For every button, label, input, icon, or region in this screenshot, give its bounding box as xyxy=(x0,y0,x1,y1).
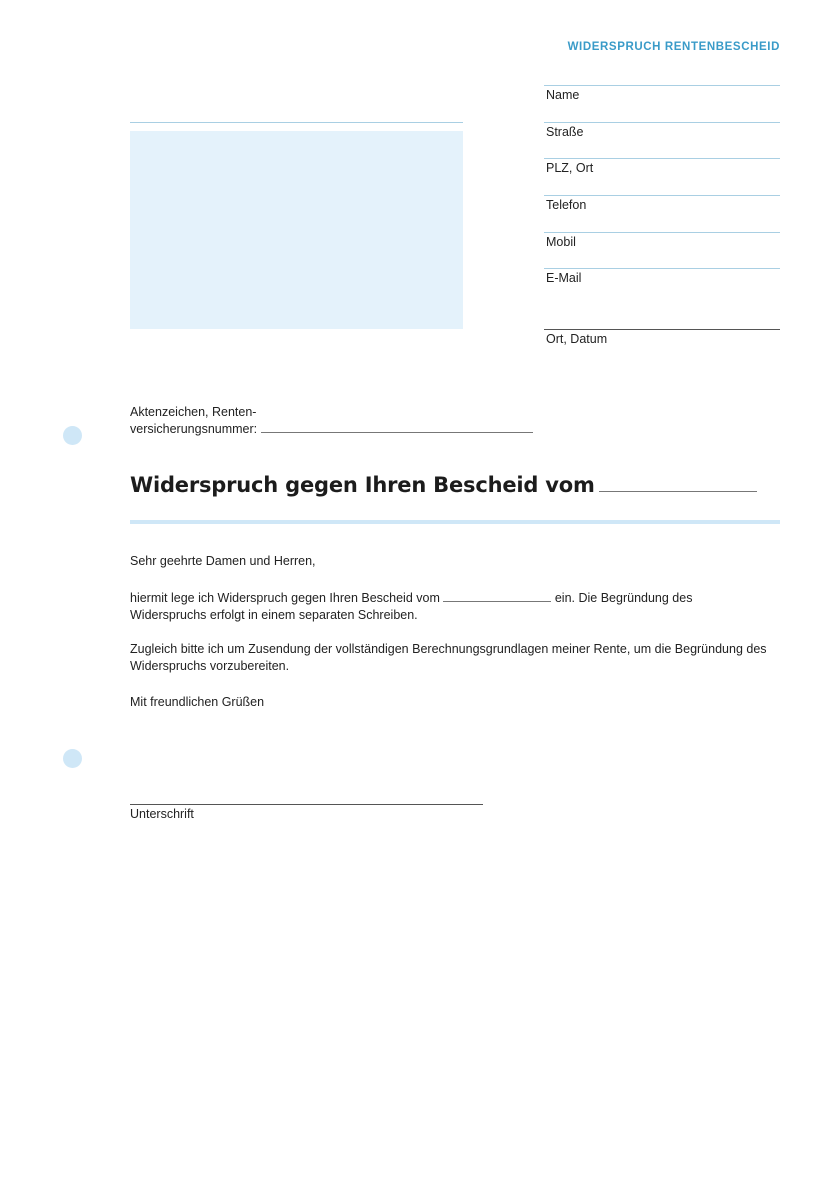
recipient-address-box[interactable] xyxy=(130,131,463,329)
salutation: Sehr geehrte Damen und Herren, xyxy=(130,554,316,568)
punch-hole-mark-upper xyxy=(63,426,82,445)
sender-email-field[interactable] xyxy=(544,268,780,304)
signature-line[interactable] xyxy=(130,804,483,805)
sender-email-label: E-Mail xyxy=(546,271,582,285)
title-date-blank[interactable] xyxy=(599,477,757,492)
letter-title xyxy=(130,473,757,497)
sender-mobile-label: Mobil xyxy=(546,235,576,249)
punch-hole-mark-lower xyxy=(63,749,82,768)
sender-city-field[interactable] xyxy=(544,158,780,194)
paragraph-1-before: hiermit lege ich Widerspruch gegen Ihren Bescheid vom xyxy=(130,591,440,605)
sender-name-label: Name xyxy=(546,88,580,102)
sender-street-field[interactable] xyxy=(544,122,780,158)
title-divider xyxy=(130,520,780,524)
reference-block xyxy=(130,404,533,438)
paragraph-1 xyxy=(130,590,770,624)
bescheid-date-blank[interactable] xyxy=(443,590,551,602)
reference-number-blank[interactable] xyxy=(261,421,533,433)
reference-label-line1: Aktenzeichen, Renten- xyxy=(130,405,257,419)
sender-city-label: PLZ, Ort xyxy=(546,161,594,175)
date-line[interactable] xyxy=(544,329,780,330)
paragraph-2: Zugleich bitte ich um Zusendung der vollständigen Berechnungsgrundlagen meiner Rente, um die Begründung des Widerspruchs vorzubereiten. xyxy=(130,642,767,673)
sender-phone-label: Telefon xyxy=(546,198,587,212)
sender-phone-field[interactable] xyxy=(544,195,780,231)
document-header-tag: WIDERSPRUCH RENTENBESCHEID xyxy=(567,41,780,53)
paragraph-1-after: ein. Die Begründung des Widerspruchs erfolgt in einem separaten Schreiben. xyxy=(130,591,693,622)
sender-street-label: Straße xyxy=(546,125,584,139)
sender-name-field[interactable] xyxy=(544,85,780,121)
reference-label-line2: versicherungsnummer: xyxy=(130,422,258,436)
letter-title-text: Widerspruch gegen Ihren Bescheid vom xyxy=(130,473,595,497)
signature-label: Unterschrift xyxy=(130,807,194,821)
closing: Mit freundlichen Grüßen xyxy=(130,695,265,709)
recipient-top-line xyxy=(130,122,463,123)
sender-mobile-field[interactable] xyxy=(544,232,780,268)
date-label: Ort, Datum xyxy=(546,332,608,346)
